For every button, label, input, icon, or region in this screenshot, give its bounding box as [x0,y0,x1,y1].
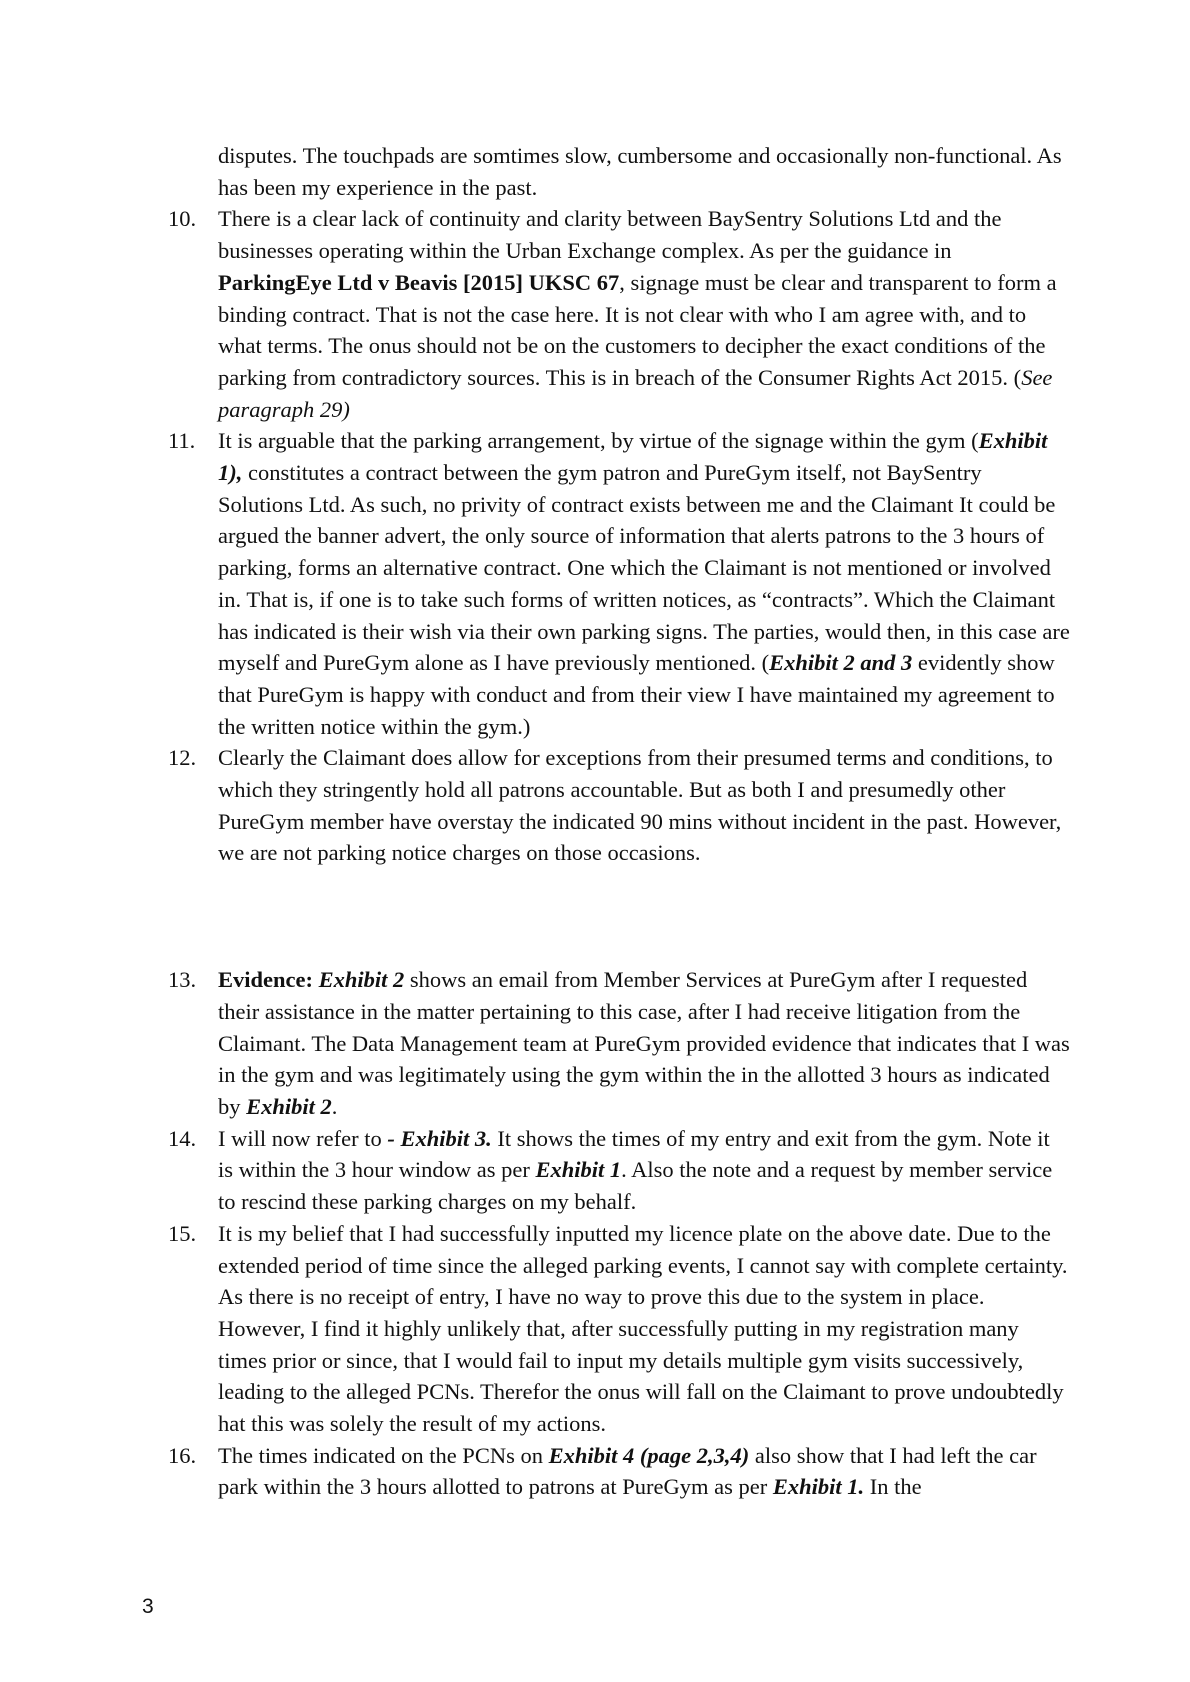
text-run: I will now refer to [218,1125,388,1151]
numbered-paragraph [0,1218,1190,1440]
text-run: , signage must be clear and transparent to form a binding contract. That is not the case here. It is not clear with who I am agree with, and to what terms. The onus should not be on the customers to decipher the exact conditions of the parking from contradictory sources. This is in breach of the Consumer Rights Act 2015. ( [218,269,1057,390]
numbered-paragraph [0,1123,1190,1218]
paragraph-number: 11. [168,428,201,454]
numbered-paragraph [0,1440,1190,1503]
text-run: It shows the times of my entry and exit from the gym. Note it is within the 3 hour window as per [218,1125,1050,1183]
text-run-emphasis [549,1443,750,1468]
text-run: It is my belief that I had successfully inputted my licence plate on the above date. Due to the extended period of time since the alleged parking events, I cannot say with complete certainty. As there is no receipt of entry, I have no way to prove this due to the system in place. However, I find it highly unlikely that, after successfully putting in my registration many times prior or since, that I would fail to input my details multiple gym visits successively, leading to the alleged PCNs. Therefor the onus will fall on the Claimant to prove undoubtedly hat this was solely the result of my actions. [218,1220,1068,1437]
section-gap [0,869,1190,964]
page-number: 3 [142,1595,154,1618]
paragraph-number: 13. [168,967,197,993]
text-run-emphasis [246,1094,332,1119]
text-run-bold-italic: Exhibit 4 (page 2,3,4) [548,1442,750,1468]
paragraph-number: 16. [168,1442,197,1468]
text-run-bold-italic: Exhibit 1), [218,428,1048,486]
text-run: constitutes a contract between the gym patron and PureGym itself, not BaySentry Solutions Ltd. As such, no privity of contract exists between me and the Claimant It could be argued the banner advert, the only source of information that alerts patrons to the 3 hours of parking, forms an alternative contract. One which the Claimant is not mentioned or involved in. That is, if one is to take such forms of written notices, as “contracts”. Which the Claimant has indicated is their wish via their own parking signs. The parties, would then, in this case are myself and PureGym alone as I have previously mentioned. ( [218,460,1070,676]
text-run: The times indicated on the PCNs on [218,1442,549,1468]
text-run: It is arguable that the parking arrangement, by virtue of the signage within the gym ( [218,428,979,454]
paragraph-number: 10. [168,206,197,232]
text-run: also show that I had left the car park within the 3 hours allotted to patrons at PureGym as per [218,1442,1037,1500]
text-run-emphasis [319,967,405,992]
text-run-bold-italic: Exhibit 1 [535,1157,622,1183]
paragraph-number: 15. [168,1220,197,1246]
text-run-italic: See paragraph 29) [218,364,1053,422]
numbered-paragraph [0,203,1190,425]
text-run: Clearly the Claimant does allow for exceptions from their presumed terms and conditions, to which they stringently hold all patrons accountable. But as both I and presumedly other PureGym member have overstay the indicated 90 mins without incident in the past. However, we are not parking notice charges on those occasions. [218,745,1062,866]
text-run-emphasis [773,1474,864,1499]
document-body [0,140,1190,1503]
text-run-emphasis [387,1126,491,1151]
text-run-bold-italic: Exhibit 1. [772,1474,865,1500]
text-run: In the [864,1474,922,1500]
text-run: . Also the note and a request by member service to rescind these parking charges on my behalf. [218,1157,1053,1215]
text-run: . [331,1093,338,1119]
text-run: disputes. The touchpads are somtimes slow, cumbersome and occasionally non-functional. As has been my experience in the past. [218,143,1062,200]
text-run-emphasis [769,650,912,675]
text-run-bold: ParkingEye Ltd v Beavis [2015] UKSC 67 [218,269,620,295]
paragraph-number: 14. [168,1125,197,1151]
numbered-paragraph [0,742,1190,869]
numbered-paragraph [0,964,1190,1123]
numbered-paragraph [0,425,1190,742]
text-run: There is a clear lack of continuity and clarity between BaySentry Solutions Ltd and the businesses operating within the Urban Exchange complex. As per the guidance in [218,206,1002,264]
paragraph-number: 12. [168,745,197,771]
text-run-bold: Evidence: [218,967,319,993]
text-run-bold-italic: Exhibit 2 and 3 [769,650,913,676]
text-run: evidently show that PureGym is happy with conduct and from their view I have maintained my agreement to the written notice within the gym.) [218,650,1055,739]
text-run-bold-italic: Exhibit 2 [246,1093,332,1119]
text-run-bold-italic: Exhibit 2 [318,967,405,993]
paragraph-continuation [0,140,1190,203]
text-run-bold-italic: - Exhibit 3. [387,1125,492,1151]
text-run-emphasis [535,1157,621,1182]
text-run: shows an email from Member Services at PureGym after I requested their assistance in the matter pertaining to this case, after I had receive litigation from the Claimant. The Data Management team at PureGym provided evidence that indicates that I was in the gym and was legitimately using the gym within the in the allotted 3 hours as indicated by [218,967,1070,1119]
